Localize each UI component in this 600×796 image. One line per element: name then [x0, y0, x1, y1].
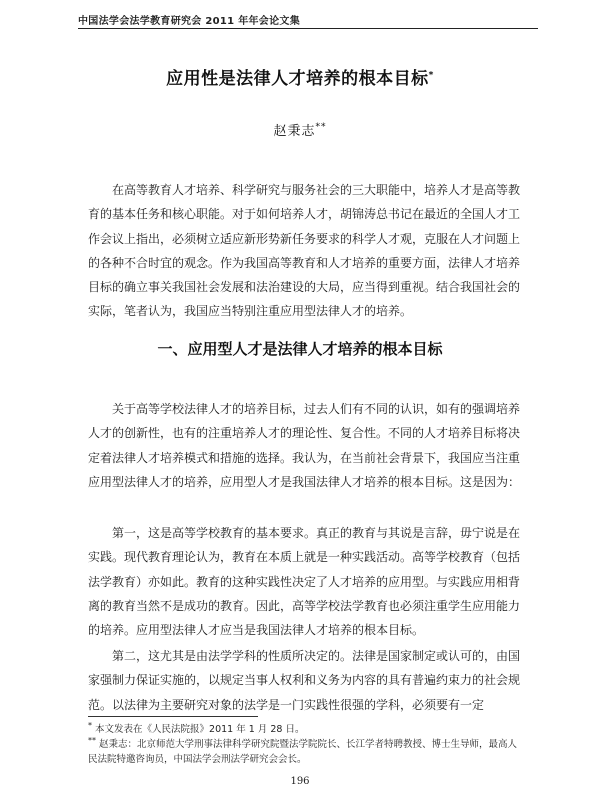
- author-line: [0, 120, 600, 139]
- article-title-text: 应用性是法律人才培养的根本目标: [166, 69, 429, 89]
- running-header: 中国法学会法学教育研究会 2011 年年会论文集: [78, 16, 300, 27]
- header-rule: [78, 28, 538, 29]
- footnote-1: [88, 722, 526, 737]
- footnote-1-text: 本文发表在《人民法院报》2011 年 1 月 28 日。: [95, 724, 305, 735]
- intro-paragraph: 在高等教育人才培养、科学研究与服务社会的三大职能中，培养人才是高等教育的基本任务和核心职能。对于如何培养人才，胡锦涛总书记在最近的全国人才工作会议上指出，必须树立适应新形势新任务要求的科学人才观，克服在人才问题上的各种不合时宜的观念。作为我国高等教育和人才培养的重要方面，法律人才培养目标的确立事关我国社会发展和法治建设的大局，应当得到重视。结合我国社会的实际，笔者认为，我国应当特别注重应用型法律人才的培养。: [88, 183, 521, 319]
- paragraph-3: 第二，这尤其是由法学学科的性质所决定的。法律是国家制定或认可的，由国家强制力保证实施的，以规定当事人权利和义务为内容的具有普遍约束力的社会规范。以法律为主要研究对象的法学是一门实践性很强的学科，必须要有一定: [88, 649, 521, 712]
- footnotes: [88, 722, 526, 767]
- title-footnote-mark: *: [428, 70, 434, 81]
- page-number: 196: [290, 776, 310, 787]
- paragraph-1: 关于高等学校法律人才的培养目标，过去人们有不同的认识，如有的强调培养人才的创新性，也有的注重培养人才的理论性、复合性。不同的人才培养目标将决定着法律人才培养模式和措施的选择。我认为，在当前社会背景下，我国应当注重应用型法律人才的培养，应用型人才是我国法律人才培养的根本目标。这是因为：: [88, 402, 521, 489]
- footnote-2: [88, 737, 526, 767]
- footnote-rule: [88, 716, 258, 717]
- footnote-2-text: 赵秉志：北京师范大学刑事法律科学研究院暨法学院院长、长江学者特聘教授、博士生导师，最高人民法院特邀咨询员，中国法学会刑法学研究会会长。: [88, 739, 518, 765]
- footnote-1-mark: *: [88, 720, 92, 730]
- paragraph-2: 第一，这是高等学校教育的基本要求。真正的教育与其说是言辞，毋宁说是在实践。现代教育理论认为，教育在本质上就是一种实践活动。高等学校教育（包括法学教育）亦如此。教育的这种实践性决定了人才培养的应用型。与实践应用相背离的教育当然不是成功的教育。因此，高等学校法学教育也必须注重学生应用能力的培养。应用型法律人才应当是我国法律人才培养的根本目标。: [88, 526, 521, 638]
- author-footnote-mark: **: [315, 122, 327, 133]
- author-name: 赵秉志: [273, 124, 316, 139]
- section-heading: 一、应用型人才是法律人才培养的根本目标: [157, 340, 443, 358]
- footnote-2-mark: **: [88, 735, 96, 745]
- article-title: [0, 64, 600, 89]
